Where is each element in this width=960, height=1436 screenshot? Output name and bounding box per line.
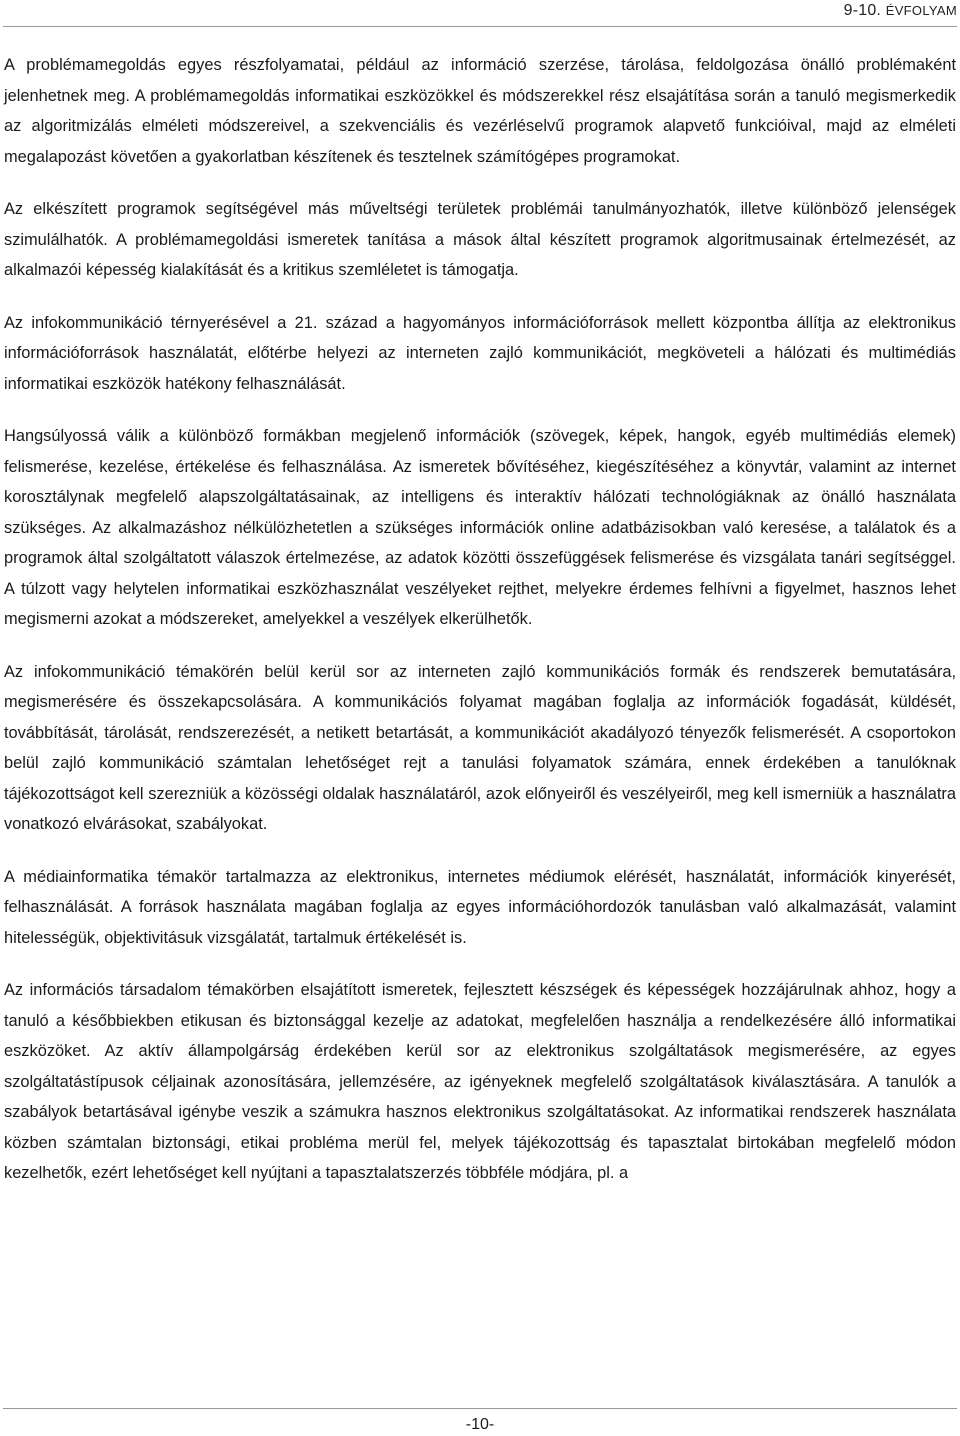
paragraph-programs: Az elkészített programok segítségével más műveltségi területek problémái tanulmányozhatók, illetve különböző jelenségek szimulálhatók. A problémamegoldási ismeretek tanítása a mások által készített programok algoritmusainak értelmezését, az alkalmazói képesség kialakítását és a kritikus szemléletet is támogatja. xyxy=(4,200,956,279)
grade-word: ÉVFOLYAM xyxy=(885,3,957,18)
page-number: -10- xyxy=(465,1416,495,1433)
footer-divider xyxy=(3,1408,957,1409)
paragraph-media-informatics: A médiainformatika témakör tartalmazza az elektronikus, internetes médiumok elérését, használatát, információk kinyerését, felhasználását. A források használata magában foglalja az egyes információhordozók tanulásban való alkalmazását, valamint hitelességük, objektivitásuk vizsgálatát, tartalmuk értékelését is. xyxy=(4,867,956,947)
paragraph-information-society: Az információs társadalom témakörben elsajátított ismeretek, fejlesztett készségek és képességek hozzájárulnak ahhoz, hogy a tanuló a későbbiekben etikusan és biztonsággal kezelje az adatokat, megfelelően használja a rendelkezésére álló informatikai eszközöket. Az aktív állampolgárság érdekében kerül sor az elektronikus szolgáltatások megismerésére, az egyes szolgáltatástípusok céljainak azonosítására, jellemzésére, az igényeknek megfelelő szolgáltatások kiválasztására. A tanulók a szabályok betartásával igénybe veszik a számukra hasznos elektronikus szolgáltatásokat. Az informatikai rendszerek használata közben számtalan biztonsági, etikai probléma merül fel, melyek tájékozottság és tapasztalat birtokában megfelelő módon kezelhetők, ezért lehetőséget kell nyújtani a tapasztalatszerzés többféle módjára, pl. a xyxy=(4,981,956,1182)
paragraph-problem-solving: A problémamegoldás egyes részfolyamatai, például az információ szerzése, tárolása, feldolgozása önálló problémaként jelenhetnek meg. A problémamegoldás informatikai eszközökkel és módszerekkel rész elsajátítása során a tanuló megismerkedik az algoritmizálás elméleti módszereivel, a szekvenciális és vezérléselvű programok alapvető funkcióival, majd az elméleti megalapozást követően a gyakorlatban készítenek és tesztelnek számítógépes programokat. xyxy=(4,56,956,166)
header-divider xyxy=(3,26,957,27)
page-header xyxy=(844,0,957,22)
document-body xyxy=(4,50,956,1211)
paragraph-information-recognition: Hangsúlyossá válik a különböző formákban megjelenő információk (szövegek, képek, hangok, egyéb multimédiás elemek) felismerése, kezelése, értékelése és felhasználása. Az ismeretek bővítéséhez, kiegészítéséhez a könyvtár, valamint az internet korosztálynak megfelelő alapszolgáltatásainak, az intelligens és interaktív hálózati technológiáknak az önálló használata szükséges. Az alkalmazáshoz nélkülözhetetlen a szükséges információk online adatbázisokban való keresése, a találatok és a programok által szolgáltatott válaszok értelmezése, az adatok közötti összefüggések felismerése és vizsgálata tanári segítséggel. A túlzott vagy helytelen informatikai eszközhasználat veszélyeket rejthet, melyekre érdemes felhívni a figyelmet, hasznos lehet megismerni azokat a módszereket, amelyekkel a veszélyek elkerülhetők. xyxy=(4,427,956,628)
grade-prefix: 9-10. xyxy=(843,2,886,19)
paragraph-infocommunication-rise: Az infokommunikáció térnyerésével a 21. század a hagyományos információforrások mellett központba állítja az elektronikus információforrások használatát, előtérbe helyezi az interneten zajló kommunikációt, megköveteli a hálózati és multimédiás informatikai eszközök hatékony felhasználását. xyxy=(4,313,956,393)
paragraph-infocommunication-topic: Az infokommunikáció témakörén belül kerül sor az interneten zajló kommunikációs formák és rendszerek bemutatására, megismerésére és összekapcsolására. A kommunikációs folyamat magában foglalja az információk fogadását, küldését, továbbítását, tárolását, rendszerezését, a netikett betartását, a kommunikációt akadályozó tényezők felismerését. A csoportokon belül zajló kommunikáció számtalan lehetőséget rejt a tanulási folyamatok számára, ennek érdekében a tanulóknak tájékozottságot kell szerezniük a közösségi oldalak használatáról, azok előnyeiről és veszélyeiről, meg kell ismerniük a használatra vonatkozó elvárásokat, szabályokat. xyxy=(4,662,956,833)
